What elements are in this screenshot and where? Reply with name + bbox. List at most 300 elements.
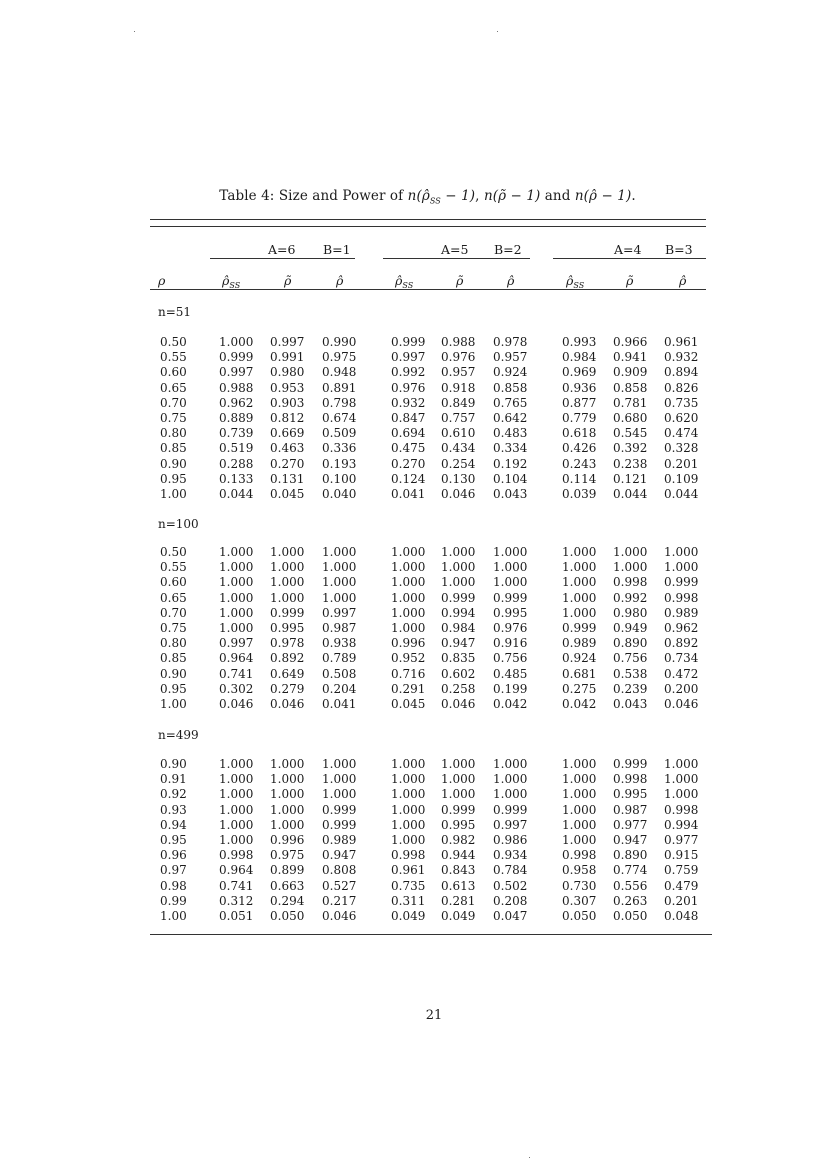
value-cell: 0.193 xyxy=(322,456,357,471)
table-row xyxy=(0,381,827,396)
value-cell: 0.918 xyxy=(441,380,476,395)
col-header-phat-2: ρ̂ xyxy=(507,273,515,288)
section-label-n100: n=100 xyxy=(158,517,199,531)
value-cell: 1.000 xyxy=(441,757,476,771)
value-cell: 1.000 xyxy=(219,545,254,559)
value-cell: 0.204 xyxy=(322,681,357,696)
value-cell: 0.100 xyxy=(322,471,357,486)
value-cell: 0.944 xyxy=(441,848,476,863)
value-cell: 1.000 xyxy=(493,545,528,559)
value-cell: 1.000 xyxy=(391,833,426,847)
value-cell: 0.045 xyxy=(270,487,305,501)
value-cell: 1.000 xyxy=(664,560,699,575)
value-cell: 0.999 xyxy=(322,817,357,832)
value-cell: 0.892 xyxy=(270,651,305,666)
value-cell: 0.545 xyxy=(613,426,648,441)
value-cell: 1.000 xyxy=(493,757,528,771)
value-cell: 0.826 xyxy=(664,380,699,395)
value-cell: 0.858 xyxy=(493,380,528,395)
value-cell: 0.934 xyxy=(493,848,528,863)
value-cell: 0.610 xyxy=(441,426,476,441)
rho-cell: 0.60 xyxy=(160,575,187,590)
value-cell: 1.000 xyxy=(322,560,357,575)
value-cell: 0.997 xyxy=(493,817,528,832)
value-cell: 0.050 xyxy=(613,909,648,923)
value-cell: 0.941 xyxy=(613,350,648,365)
value-cell: 1.000 xyxy=(322,772,357,787)
value-cell: 0.998 xyxy=(613,575,648,590)
value-cell: 0.977 xyxy=(664,833,699,847)
value-cell: 0.043 xyxy=(613,697,648,711)
value-cell: 0.046 xyxy=(219,697,254,711)
value-cell: 1.000 xyxy=(391,590,426,605)
value-cell: 1.000 xyxy=(441,560,476,575)
value-cell: 0.982 xyxy=(441,833,476,847)
value-cell: 0.049 xyxy=(441,909,476,923)
value-cell: 1.000 xyxy=(270,575,305,590)
value-cell: 1.000 xyxy=(391,575,426,590)
table-row xyxy=(0,697,827,712)
value-cell: 0.649 xyxy=(270,666,305,681)
value-cell: 0.509 xyxy=(322,426,357,441)
value-cell: 1.000 xyxy=(664,545,699,559)
value-cell: 0.774 xyxy=(613,863,648,878)
caption-expr-pss-main: n(ρ̂ xyxy=(407,188,430,204)
value-cell: 0.966 xyxy=(613,335,648,349)
group-3-underline xyxy=(553,258,706,259)
value-cell: 0.680 xyxy=(613,411,648,425)
value-cell: 0.270 xyxy=(270,456,305,471)
value-cell: 0.932 xyxy=(664,350,699,365)
value-cell: 0.989 xyxy=(562,636,597,651)
rho-cell: 0.90 xyxy=(160,666,187,681)
value-cell: 0.756 xyxy=(493,651,528,666)
rho-cell: 0.95 xyxy=(160,471,187,486)
table-row xyxy=(0,772,827,787)
value-cell: 0.961 xyxy=(391,863,426,878)
value-cell: 0.288 xyxy=(219,456,254,471)
value-cell: 0.990 xyxy=(322,335,357,349)
value-cell: 0.991 xyxy=(270,350,305,365)
value-cell: 1.000 xyxy=(441,772,476,787)
value-cell: 1.000 xyxy=(322,787,357,802)
value-cell: 0.642 xyxy=(493,411,528,425)
table-row xyxy=(0,879,827,894)
group-2-label-a: A=5 xyxy=(441,242,469,257)
value-cell: 1.000 xyxy=(391,817,426,832)
value-cell: 1.000 xyxy=(270,757,305,771)
value-cell: 1.000 xyxy=(219,335,254,349)
value-cell: 0.519 xyxy=(219,441,254,456)
value-cell: 0.508 xyxy=(322,666,357,681)
rho-cell: 0.70 xyxy=(160,395,187,410)
caption-sep1: , xyxy=(475,188,484,204)
value-cell: 0.463 xyxy=(270,441,305,456)
table-row xyxy=(0,560,827,575)
value-cell: 0.556 xyxy=(613,878,648,893)
value-cell: 0.993 xyxy=(562,335,597,349)
value-cell: 0.044 xyxy=(664,487,699,501)
value-cell: 0.046 xyxy=(441,487,476,501)
scan-speck xyxy=(529,1157,530,1158)
value-cell: 0.426 xyxy=(562,441,597,456)
table-row xyxy=(0,833,827,848)
value-cell: 0.998 xyxy=(664,802,699,817)
value-cell: 0.980 xyxy=(270,365,305,380)
value-cell: 0.938 xyxy=(322,636,357,651)
value-cell: 1.000 xyxy=(441,545,476,559)
value-cell: 0.999 xyxy=(493,802,528,817)
value-cell: 1.000 xyxy=(391,757,426,771)
value-cell: 0.996 xyxy=(270,833,305,847)
value-cell: 0.997 xyxy=(391,350,426,365)
table-row xyxy=(0,365,827,380)
value-cell: 0.877 xyxy=(562,395,597,410)
rho-cell: 0.94 xyxy=(160,817,187,832)
value-cell: 0.674 xyxy=(322,411,357,425)
value-cell: 0.994 xyxy=(664,817,699,832)
value-cell: 0.050 xyxy=(270,909,305,923)
value-cell: 0.924 xyxy=(493,365,528,380)
value-cell: 0.046 xyxy=(664,697,699,711)
value-cell: 0.040 xyxy=(322,487,357,501)
value-cell: 0.997 xyxy=(322,605,357,620)
rho-cell: 0.85 xyxy=(160,651,187,666)
value-cell: 0.808 xyxy=(322,863,357,878)
value-cell: 0.217 xyxy=(322,893,357,908)
value-cell: 0.044 xyxy=(219,487,254,501)
value-cell: 0.239 xyxy=(613,681,648,696)
col-header-pss-1 xyxy=(222,273,240,288)
value-cell: 0.978 xyxy=(270,636,305,651)
caption-sep2: and xyxy=(540,188,575,204)
value-cell: 0.999 xyxy=(493,590,528,605)
group-1-label-b: B=1 xyxy=(323,242,351,257)
value-cell: 1.000 xyxy=(562,605,597,620)
value-cell: 0.976 xyxy=(391,380,426,395)
value-cell: 0.613 xyxy=(441,878,476,893)
rho-cell: 0.60 xyxy=(160,365,187,380)
value-cell: 1.000 xyxy=(562,560,597,575)
value-cell: 1.000 xyxy=(219,757,254,771)
value-cell: 1.000 xyxy=(391,605,426,620)
col-header-ptilde-2: ρ̃ xyxy=(456,273,464,288)
rho-cell: 0.90 xyxy=(160,456,187,471)
group-2-label-b: B=2 xyxy=(494,242,522,257)
value-cell: 0.602 xyxy=(441,666,476,681)
rho-cell: 0.85 xyxy=(160,441,187,456)
caption-expr-pss-sub: SS xyxy=(429,196,441,206)
value-cell: 1.000 xyxy=(562,772,597,787)
value-cell: 0.894 xyxy=(664,365,699,380)
value-cell: 0.995 xyxy=(270,621,305,635)
value-cell: 0.130 xyxy=(441,471,476,486)
value-cell: 0.663 xyxy=(270,878,305,893)
section-label-n51: n=51 xyxy=(158,305,192,319)
value-cell: 1.000 xyxy=(270,560,305,575)
value-cell: 0.312 xyxy=(219,893,254,908)
table-row xyxy=(0,621,827,636)
value-cell: 1.000 xyxy=(322,757,357,771)
value-cell: 0.757 xyxy=(441,411,476,425)
caption-expr-ptilde: n(ρ̃ − 1) xyxy=(483,188,541,204)
value-cell: 0.294 xyxy=(270,893,305,908)
rho-cell: 0.98 xyxy=(160,878,187,893)
value-cell: 1.000 xyxy=(270,590,305,605)
value-cell: 0.957 xyxy=(493,350,528,365)
value-cell: 1.000 xyxy=(613,545,648,559)
page-number: 21 xyxy=(425,1008,443,1023)
value-cell: 0.121 xyxy=(613,471,648,486)
value-cell: 0.999 xyxy=(219,350,254,365)
value-cell: 1.000 xyxy=(664,757,699,771)
value-cell: 0.109 xyxy=(664,471,699,486)
value-cell: 0.281 xyxy=(441,893,476,908)
value-cell: 1.000 xyxy=(664,787,699,802)
col-header-phat-1: ρ̂ xyxy=(336,273,344,288)
value-cell: 1.000 xyxy=(391,545,426,559)
value-cell: 0.275 xyxy=(562,681,597,696)
value-cell: 0.997 xyxy=(270,335,305,349)
rho-cell: 0.91 xyxy=(160,772,187,787)
value-cell: 1.000 xyxy=(562,817,597,832)
value-cell: 0.789 xyxy=(322,651,357,666)
value-cell: 0.779 xyxy=(562,411,597,425)
table-row xyxy=(0,426,827,441)
value-cell: 1.000 xyxy=(493,560,528,575)
value-cell: 1.000 xyxy=(493,575,528,590)
value-cell: 0.133 xyxy=(219,471,254,486)
value-cell: 0.849 xyxy=(441,395,476,410)
value-cell: 0.998 xyxy=(219,848,254,863)
value-cell: 0.201 xyxy=(664,456,699,471)
table-row xyxy=(0,651,827,666)
value-cell: 0.998 xyxy=(562,848,597,863)
table-row xyxy=(0,441,827,456)
value-cell: 1.000 xyxy=(219,772,254,787)
value-cell: 0.899 xyxy=(270,863,305,878)
value-cell: 0.999 xyxy=(322,802,357,817)
value-cell: 0.735 xyxy=(664,395,699,410)
value-cell: 0.995 xyxy=(493,605,528,620)
table-row xyxy=(0,335,827,350)
value-cell: 0.741 xyxy=(219,666,254,681)
value-cell: 0.949 xyxy=(613,621,648,635)
value-cell: 0.730 xyxy=(562,878,597,893)
col-header-pss-1-main: ρ̂ xyxy=(222,273,230,288)
value-cell: 0.200 xyxy=(664,681,699,696)
rho-cell: 0.80 xyxy=(160,636,187,651)
table-row xyxy=(0,909,827,924)
value-cell: 0.999 xyxy=(613,757,648,771)
value-cell: 0.124 xyxy=(391,471,426,486)
value-cell: 0.953 xyxy=(270,380,305,395)
table-caption xyxy=(0,188,827,206)
value-cell: 0.992 xyxy=(613,590,648,605)
rho-cell: 0.50 xyxy=(160,545,187,559)
value-cell: 0.307 xyxy=(562,893,597,908)
value-cell: 0.812 xyxy=(270,411,305,425)
value-cell: 0.042 xyxy=(493,697,528,711)
value-cell: 1.000 xyxy=(391,802,426,817)
value-cell: 0.798 xyxy=(322,395,357,410)
value-cell: 0.947 xyxy=(322,848,357,863)
value-cell: 0.291 xyxy=(391,681,426,696)
table-row xyxy=(0,863,827,878)
value-cell: 0.734 xyxy=(664,651,699,666)
value-cell: 0.047 xyxy=(493,909,528,923)
scan-speck xyxy=(497,31,498,32)
value-cell: 0.916 xyxy=(493,636,528,651)
value-cell: 1.000 xyxy=(441,575,476,590)
value-cell: 0.962 xyxy=(664,621,699,635)
rho-cell: 0.50 xyxy=(160,335,187,349)
value-cell: 0.969 xyxy=(562,365,597,380)
value-cell: 0.964 xyxy=(219,863,254,878)
value-cell: 0.998 xyxy=(613,772,648,787)
rho-cell: 0.90 xyxy=(160,757,187,771)
value-cell: 1.000 xyxy=(219,833,254,847)
col-header-ptilde-1: ρ̃ xyxy=(284,273,292,288)
value-cell: 0.988 xyxy=(441,335,476,349)
table-row xyxy=(0,667,827,682)
value-cell: 1.000 xyxy=(219,621,254,635)
value-cell: 0.890 xyxy=(613,848,648,863)
value-cell: 0.994 xyxy=(441,605,476,620)
section-label-n499: n=499 xyxy=(158,728,199,742)
group-1-underline xyxy=(210,258,355,259)
value-cell: 0.891 xyxy=(322,380,357,395)
value-cell: 0.538 xyxy=(613,666,648,681)
value-cell: 0.997 xyxy=(219,636,254,651)
value-cell: 0.483 xyxy=(493,426,528,441)
value-cell: 1.000 xyxy=(219,575,254,590)
value-cell: 0.045 xyxy=(391,697,426,711)
value-cell: 0.681 xyxy=(562,666,597,681)
rho-cell: 0.75 xyxy=(160,411,187,425)
value-cell: 0.739 xyxy=(219,426,254,441)
value-cell: 0.479 xyxy=(664,878,699,893)
rho-cell: 0.95 xyxy=(160,681,187,696)
value-cell: 0.977 xyxy=(613,817,648,832)
value-cell: 1.000 xyxy=(493,787,528,802)
value-cell: 0.947 xyxy=(441,636,476,651)
header-rule xyxy=(150,289,706,290)
top-rule-double xyxy=(150,226,706,227)
value-cell: 0.042 xyxy=(562,697,597,711)
table-row xyxy=(0,487,827,502)
table-row xyxy=(0,894,827,909)
value-cell: 0.995 xyxy=(441,817,476,832)
table-row xyxy=(0,545,827,560)
value-cell: 0.915 xyxy=(664,848,699,863)
value-cell: 1.000 xyxy=(270,545,305,559)
value-cell: 0.043 xyxy=(493,487,528,501)
value-cell: 1.000 xyxy=(391,787,426,802)
rho-cell: 0.65 xyxy=(160,380,187,395)
value-cell: 0.957 xyxy=(441,365,476,380)
col-header-pss-1-sub: SS xyxy=(229,281,241,290)
value-cell: 0.046 xyxy=(270,697,305,711)
value-cell: 0.984 xyxy=(562,350,597,365)
value-cell: 0.502 xyxy=(493,878,528,893)
value-cell: 0.975 xyxy=(322,350,357,365)
caption-expr-phat: n(ρ̂ − 1) xyxy=(574,188,632,204)
value-cell: 1.000 xyxy=(270,802,305,817)
value-cell: 0.328 xyxy=(664,441,699,456)
value-cell: 0.208 xyxy=(493,893,528,908)
value-cell: 0.046 xyxy=(441,697,476,711)
value-cell: 0.847 xyxy=(391,411,426,425)
col-header-phat-3: ρ̂ xyxy=(679,273,687,288)
value-cell: 0.952 xyxy=(391,651,426,666)
value-cell: 1.000 xyxy=(219,560,254,575)
value-cell: 0.998 xyxy=(391,848,426,863)
value-cell: 0.311 xyxy=(391,893,426,908)
col-header-pss-2-main: ρ̂ xyxy=(395,273,403,288)
rho-cell: 0.75 xyxy=(160,621,187,635)
value-cell: 0.948 xyxy=(322,365,357,380)
value-cell: 0.669 xyxy=(270,426,305,441)
value-cell: 1.000 xyxy=(322,575,357,590)
value-cell: 0.999 xyxy=(270,605,305,620)
value-cell: 0.104 xyxy=(493,471,528,486)
value-cell: 0.199 xyxy=(493,681,528,696)
value-cell: 1.000 xyxy=(562,757,597,771)
value-cell: 0.999 xyxy=(562,621,597,635)
value-cell: 0.472 xyxy=(664,666,699,681)
value-cell: 0.270 xyxy=(391,456,426,471)
col-header-pss-3 xyxy=(566,273,584,288)
rho-cell: 0.92 xyxy=(160,787,187,802)
value-cell: 1.000 xyxy=(219,802,254,817)
group-1-label-a: A=6 xyxy=(268,242,296,257)
col-header-pss-2-sub: SS xyxy=(402,281,414,290)
value-cell: 0.999 xyxy=(391,335,426,349)
rho-cell: 0.55 xyxy=(160,350,187,365)
value-cell: 0.999 xyxy=(441,590,476,605)
value-cell: 0.986 xyxy=(493,833,528,847)
value-cell: 0.958 xyxy=(562,863,597,878)
value-cell: 1.000 xyxy=(562,575,597,590)
value-cell: 0.258 xyxy=(441,681,476,696)
value-cell: 0.735 xyxy=(391,878,426,893)
value-cell: 0.527 xyxy=(322,878,357,893)
col-header-pss-3-main: ρ̂ xyxy=(566,273,574,288)
value-cell: 0.961 xyxy=(664,335,699,349)
rho-cell: 0.95 xyxy=(160,833,187,847)
top-rule xyxy=(150,219,706,220)
value-cell: 0.843 xyxy=(441,863,476,878)
value-cell: 0.988 xyxy=(219,380,254,395)
rho-cell: 0.70 xyxy=(160,605,187,620)
group-3-label-a: A=4 xyxy=(614,242,642,257)
value-cell: 0.192 xyxy=(493,456,528,471)
scan-speck xyxy=(134,31,135,32)
value-cell: 1.000 xyxy=(391,560,426,575)
rho-cell: 1.00 xyxy=(160,487,187,501)
value-cell: 0.947 xyxy=(613,833,648,847)
value-cell: 0.049 xyxy=(391,909,426,923)
value-cell: 0.243 xyxy=(562,456,597,471)
value-cell: 0.976 xyxy=(493,621,528,635)
value-cell: 0.989 xyxy=(322,833,357,847)
value-cell: 0.964 xyxy=(219,651,254,666)
table-row xyxy=(0,787,827,802)
rho-cell: 0.80 xyxy=(160,426,187,441)
value-cell: 1.000 xyxy=(562,590,597,605)
caption-prefix: Table 4: Size and Power of xyxy=(219,188,408,204)
